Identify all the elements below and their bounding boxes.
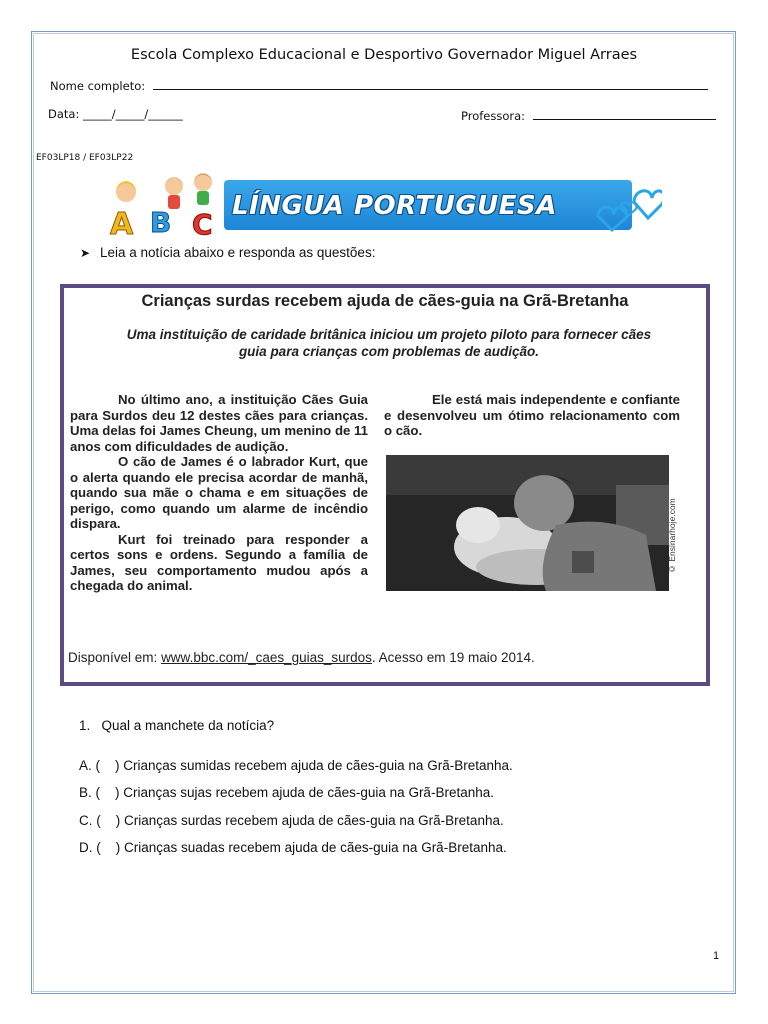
option-text: ) Crianças surdas recebem ajuda de cães-guia na Grã-Bretanha. <box>115 813 504 828</box>
news-headline: Crianças surdas recebem ajuda de cães-guia na Grã-Bretanha <box>141 292 629 310</box>
page-number: 1 <box>713 950 720 962</box>
hearts-icon <box>590 172 662 236</box>
school-name: Escola Complexo Educacional e Desportivo Governador Miguel Arraes <box>130 47 638 63</box>
source-suffix: . Acesso em 19 maio 2014. <box>371 650 535 665</box>
banner-title: LÍNGUA PORTUGUESA <box>232 191 557 221</box>
instruction <box>80 245 375 260</box>
option-letter: D. ( <box>79 840 101 855</box>
question-1 <box>79 718 274 733</box>
instruction-text: Leia a notícia abaixo e responda as questões: <box>100 245 376 260</box>
date-label: Data: <box>48 107 80 121</box>
option-text: ) Crianças sumidas recebem ajuda de cães-guia na Grã-Bretanha. <box>115 758 513 773</box>
boy-hugging-dog-photo <box>386 455 669 591</box>
answer-option-b[interactable] <box>79 785 494 800</box>
news-paragraph: O cão de James é o labrador Kurt, que o alerta quando ele precisa acordar de manhã, quando sua mãe o chama e em situações de perigo, como quando um alarme de incêndio dispara. <box>70 454 368 531</box>
source-prefix: Disponível em: <box>68 650 158 665</box>
question-number: 1. <box>79 718 91 733</box>
kids-abc-illustration-icon <box>104 168 229 240</box>
photo-credit: © Ensinarhoje.com <box>667 498 677 574</box>
arrow-bullet-icon: ➤ <box>80 246 91 260</box>
answer-option-c[interactable] <box>79 813 504 828</box>
option-text: ) Crianças sujas recebem ajuda de cães-guia na Grã-Bretanha. <box>115 785 494 800</box>
news-paragraph: Kurt foi treinado para responder a certos sons e ordens. Segundo a família de James, seu comportamento mudou após a chegada do animal. <box>70 531 368 593</box>
date-blank[interactable]: _____/_____/______ <box>83 107 183 121</box>
svg-text:A: A <box>110 207 134 240</box>
news-lead: Uma instituição de caridade britânica iniciou um projeto piloto para fornecer cães guia para crianças com problemas de audição. <box>126 327 652 359</box>
news-paragraph: Ele está mais independente e confiante e desenvolveu um ótimo relacionamento com o cão. <box>384 392 680 438</box>
news-article-box <box>60 284 710 686</box>
option-letter: A. ( <box>79 758 101 773</box>
answer-option-d[interactable] <box>79 840 507 855</box>
news-paragraph: No último ano, a instituição Cães Guia para Surdos deu 12 destes cães para crianças. Uma delas foi James Cheung, um menino de 11 anos com dificuldades de audição. <box>70 392 368 454</box>
option-letter: B. ( <box>79 785 101 800</box>
question-text: Qual a manchete da notícia? <box>101 718 275 733</box>
teacher-field[interactable] <box>461 107 716 123</box>
name-field[interactable] <box>50 77 708 93</box>
date-field[interactable] <box>48 107 183 121</box>
news-column-right <box>384 392 680 439</box>
source-link[interactable]: www.bbc.com/_caes_guias_surdos <box>161 650 372 665</box>
news-source <box>68 650 535 665</box>
name-blank-line[interactable] <box>153 77 708 90</box>
subject-banner <box>104 168 664 240</box>
svg-text:C: C <box>192 208 213 240</box>
option-letter: C. ( <box>79 813 101 828</box>
curriculum-codes: EF03LP18 / EF03LP22 <box>36 153 134 163</box>
answer-option-a[interactable] <box>79 758 513 773</box>
svg-text:B: B <box>150 206 172 239</box>
teacher-label: Professora: <box>461 109 526 123</box>
option-text: ) Crianças suadas recebem ajuda de cães-guia na Grã-Bretanha. <box>115 840 507 855</box>
news-column-left <box>70 392 368 594</box>
name-label: Nome completo: <box>50 79 146 93</box>
teacher-blank-line[interactable] <box>533 107 716 120</box>
